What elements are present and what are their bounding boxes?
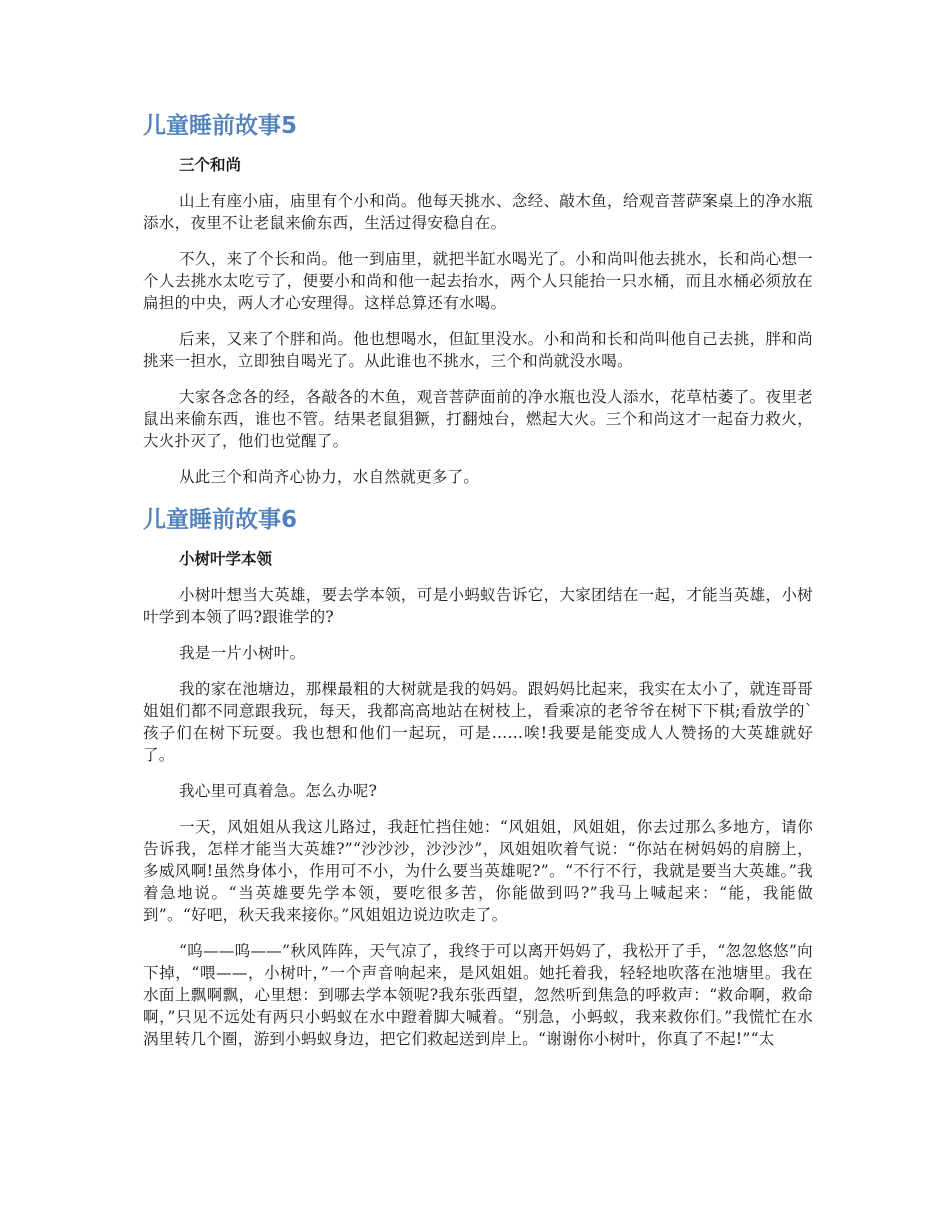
paragraph: 我心里可真着急。怎么办呢? [179,782,378,800]
paragraph: 小树叶想当大英雄，要去学本领，可是小蚂蚁告诉它，大家团结在一起，才能当英雄，小树叶学到本领了吗?跟谁学的? [143,586,813,626]
story-heading: 儿童睡前故事6 [143,507,298,533]
story-heading: 儿童睡前故事5 [143,113,298,139]
paragraph: 从此三个和尚齐心协力，水自然就更多了。 [179,468,480,486]
paragraph: “呜——呜——”秋风阵阵，天气凉了，我终于可以离开妈妈了，我松开了手，“忽忽悠悠”向下掉，“喂——，小树叶，”一个声音响起来，是风姐姐。她托着我，轻轻地吹落在池塘里。我在水面上飘啊飘，心里想：到哪去学本领呢?我东张西望，忽然听到焦急的呼救声：“救命啊，救命啊，”只见不远处有两只小蚂蚁在水中蹬着脚大喊着。“别急，小蚂蚁，我来救你们。”我慌忙在水涡里转几个圈，游到小蚂蚁身边，把它们救起送到岸上。“谢谢你小树叶，你真了不起!”“太 [143,942,813,1048]
paragraph: 一天，风姐姐从我这儿路过，我赶忙挡住她：“风姐姐，风姐姐，你去过那么多地方，请你告诉我，怎样才能当大英雄?”“沙沙沙，沙沙沙”，风姐姐吹着气说：“你站在树妈妈的肩膀上，多威风啊!虽然身体小，作用可不小，为什么要当英雄呢?”。“不行不行，我就是要当大英雄。”我着急地说。“当英雄要先学本领，要吃很多苦，你能做到吗?”我马上喊起来：“能，我能做到”。“好吧，秋天我来接你。”风姐姐边说边吹走了。 [143,818,813,924]
paragraph: 后来，又来了个胖和尚。他也想喝水，但缸里没水。小和尚和长和尚叫他自己去挑，胖和尚挑来一担水，立即独自喝光了。从此谁也不挑水，三个和尚就没水喝。 [143,330,813,370]
paragraph: 不久，来了个长和尚。他一到庙里，就把半缸水喝光了。小和尚叫他去挑水，长和尚心想一个人去挑水太吃亏了，便要小和尚和他一起去抬水，两个人只能抬一只水桶，而且水桶必须放在扁担的中央，两人才心安理得。这样总算还有水喝。 [143,250,813,312]
paragraph: 山上有座小庙，庙里有个小和尚。他每天挑水、念经、敲木鱼，给观音菩萨案桌上的净水瓶添水，夜里不让老鼠来偷东西，生活过得安稳自在。 [143,192,813,232]
paragraph: 大家各念各的经，各敲各的木鱼，观音菩萨面前的净水瓶也没人添水，花草枯萎了。夜里老鼠出来偷东西，谁也不管。结果老鼠猖獗，打翻烛台，燃起大火。三个和尚这才一起奋力救火，大火扑灭了，他们也觉醒了。 [143,388,813,450]
story-section-5 [143,108,813,488]
paragraph: 我是一片小树叶。 [179,644,306,662]
story-section-6 [143,502,813,1050]
paragraph: 我的家在池塘边，那棵最粗的大树就是我的妈妈。跟妈妈比起来，我实在太小了，就连哥哥姐姐们都不同意跟我玩，每天，我都高高地站在树枝上，看乘凉的老爷爷在树下下棋;看放学的`孩子们在树下玩耍。我也想和他们一起玩，可是……唉!我要是能变成人人赞扬的大英雄就好了。 [143,680,813,764]
document-page [143,108,813,1064]
story-subtitle: 小树叶学本领 [179,550,273,568]
story-subtitle: 三个和尚 [179,156,242,174]
